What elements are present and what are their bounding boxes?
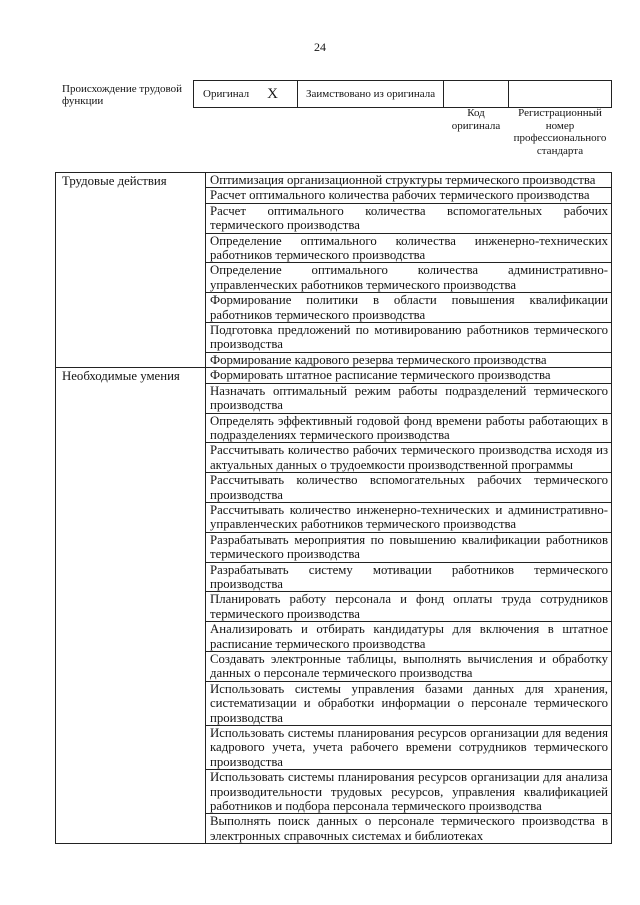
labor-action-item: Расчет оптимального количества рабочих термического производства	[206, 188, 611, 203]
section-labor-actions	[56, 173, 611, 368]
skill-item: Использовать системы планирования ресурсов организации для ведения кадрового учета, учета рабочего времени сотрудников термического производства	[206, 726, 611, 770]
origin-original-cell	[194, 81, 298, 107]
labor-action-item: Расчет оптимального количества вспомогательных рабочих термического производства	[206, 204, 611, 234]
section-items	[206, 173, 611, 367]
skill-item: Определять эффективный годовой фонд времени работы работающих в подразделениях термического производства	[206, 414, 611, 444]
skill-item: Использовать системы управления базами данных для хранения, систематизации и обработки информации о персонале термического производства	[206, 682, 611, 726]
section-title: Необходимые умения	[56, 368, 206, 843]
skill-item: Рассчитывать количество рабочих термического производства исходя из актуальных данных о трудоемкости производственной программы	[206, 443, 611, 473]
origin-original-mark: X	[267, 85, 278, 102]
skill-item: Использовать системы планирования ресурсов организации для анализа производительности трудовых ресурсов, управления квалификацией работников и подбора персонала термического производства	[206, 770, 611, 814]
origin-label: Происхождение трудовой функции	[62, 83, 183, 107]
page-number: 24	[314, 40, 326, 54]
code-original-caption: Код оригинала	[451, 107, 501, 132]
function-table	[55, 172, 612, 844]
labor-action-item: Определение оптимального количества инженерно-технических работников термического производства	[206, 234, 611, 264]
labor-action-item: Подготовка предложений по мотивированию работников термического производства	[206, 323, 611, 353]
origin-reg-number-cell	[509, 81, 611, 107]
section-title: Трудовые действия	[56, 173, 206, 367]
skill-item: Рассчитывать количество вспомогательных рабочих термического производства	[206, 473, 611, 503]
skill-item: Анализировать и отбирать кандидатуры для включения в штатное расписание термического производства	[206, 622, 611, 652]
skill-item: Создавать электронные таблицы, выполнять вычисления и обработку данных о персонале термического производства	[206, 652, 611, 682]
origin-box	[193, 80, 612, 108]
labor-action-item: Формирование политики в области повышения квалификации работников термического производства	[206, 293, 611, 323]
origin-original-label: Оригинал	[203, 88, 250, 100]
labor-action-item: Формирование кадрового резерва термического производства	[210, 352, 547, 367]
skill-item: Планировать работу персонала и фонд оплаты труда сотрудников термического производства	[206, 592, 611, 622]
labor-action-item: Определение оптимального количества административно-управленческих работников термического производства	[206, 263, 611, 293]
section-items	[206, 368, 611, 843]
reg-number-caption: Регистрационный номер профессионального стандарта	[513, 107, 607, 157]
skill-item: Рассчитывать количество инженерно-технических и административно-управленческих работников термического производства	[206, 503, 611, 533]
skill-item: Разрабатывать систему мотивации работников термического производства	[206, 563, 611, 593]
skill-item: Назначать оптимальный режим работы подразделений термического производства	[206, 384, 611, 414]
section-required-skills	[56, 368, 611, 844]
skill-item: Выполнять поиск данных о персонале термического производства в электронных справочных системах и библиотеках	[210, 814, 608, 843]
skill-item: Разрабатывать мероприятия по повышению квалификации работников термического производства	[206, 533, 611, 563]
labor-action-item: Оптимизация организационной структуры термического производства	[206, 173, 611, 188]
skill-item: Формировать штатное расписание термического производства	[206, 368, 611, 383]
origin-borrowed-label: Заимствовано из оригинала	[306, 88, 436, 100]
origin-borrowed-cell	[298, 81, 444, 107]
origin-code-cell	[444, 81, 509, 107]
